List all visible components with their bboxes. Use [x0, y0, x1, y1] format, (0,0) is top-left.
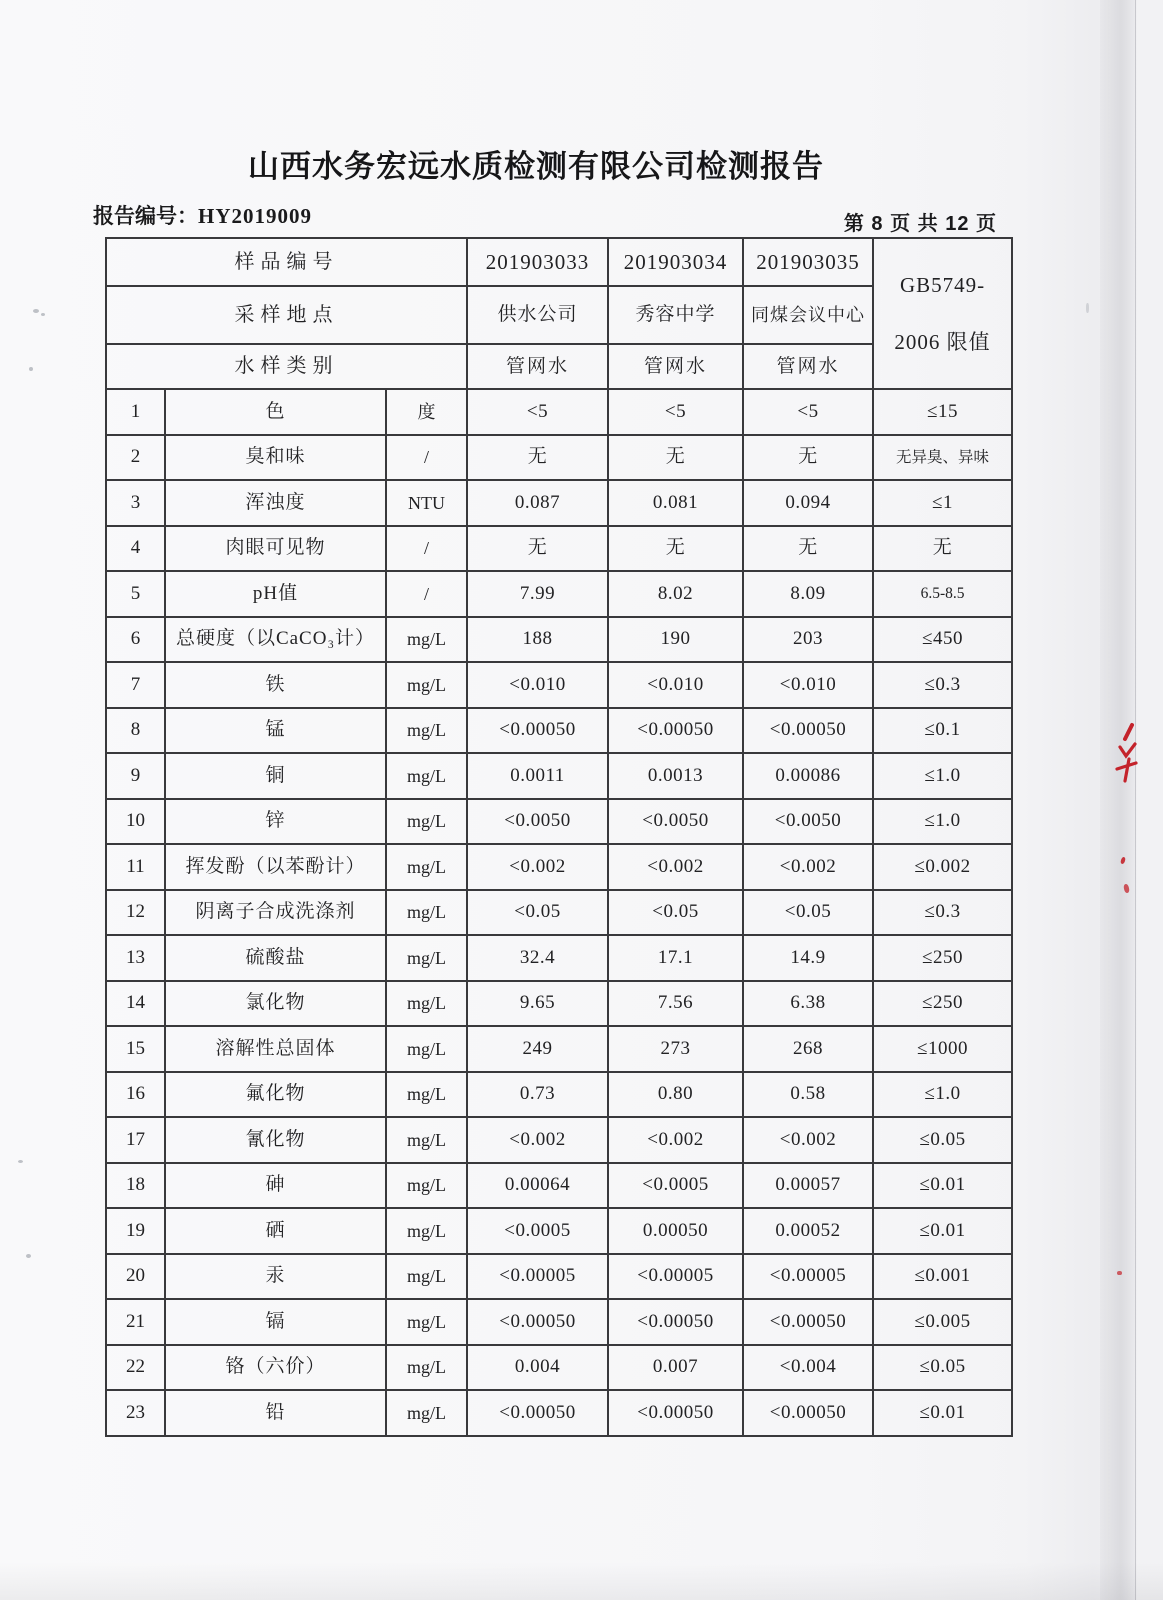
param-name: 砷: [165, 1163, 386, 1209]
limit-standard-line1: GB5749-: [899, 273, 986, 298]
scan-speck: [1086, 303, 1089, 313]
param-unit: mg/L: [386, 844, 467, 890]
param-unit: mg/L: [386, 662, 467, 708]
param-unit: 度: [386, 389, 467, 435]
sample3-value: <0.0050: [743, 799, 873, 845]
param-unit: mg/L: [386, 1072, 467, 1118]
sample3-value: 无: [743, 435, 873, 481]
sample2-value: 0.0013: [608, 753, 743, 799]
sample3-value: <0.010: [743, 662, 873, 708]
sample2-value: <0.002: [608, 844, 743, 890]
sample3-value: 8.09: [743, 571, 873, 617]
limit-value: ≤0.01: [873, 1163, 1012, 1209]
param-number: 13: [106, 935, 165, 981]
sample3-value: <0.00050: [743, 1299, 873, 1345]
sample2-value: <5: [608, 389, 743, 435]
sample1-value: 0.73: [467, 1072, 608, 1118]
sample3-value: <0.00050: [743, 1390, 873, 1436]
limit-standard-header: [873, 238, 1012, 389]
param-unit: mg/L: [386, 1026, 467, 1072]
limit-value: ≤0.05: [873, 1345, 1012, 1391]
sample1-value: <0.00005: [467, 1254, 608, 1300]
sample2-value: 0.80: [608, 1072, 743, 1118]
scan-speck: [26, 1254, 31, 1258]
limit-value: ≤0.01: [873, 1208, 1012, 1254]
sample1-value: <0.05: [467, 890, 608, 936]
param-name: 阴离子合成洗涤剂: [165, 890, 386, 936]
sample2-value: <0.00050: [608, 1390, 743, 1436]
param-unit: mg/L: [386, 935, 467, 981]
param-name: 氟化物: [165, 1072, 386, 1118]
param-name: 镉: [165, 1299, 386, 1345]
sample3-value: <0.05: [743, 890, 873, 936]
param-number: 21: [106, 1299, 165, 1345]
param-unit: mg/L: [386, 1117, 467, 1163]
sample1-value: <0.002: [467, 844, 608, 890]
limit-value: ≤250: [873, 981, 1012, 1027]
limit-standard-line2: 2006 限值: [894, 329, 991, 354]
sample1-value: <0.0005: [467, 1208, 608, 1254]
table-row: [106, 571, 1012, 617]
limit-value: ≤1: [873, 480, 1012, 526]
limit-value: ≤1.0: [873, 753, 1012, 799]
sample3-value: 0.00052: [743, 1208, 873, 1254]
header-row-sample-id: [106, 238, 1012, 286]
sample3-value: <0.00050: [743, 708, 873, 754]
sample3-value: <0.00005: [743, 1254, 873, 1300]
water-type-1: 管网水: [467, 344, 608, 389]
location-2: 秀容中学: [608, 286, 743, 344]
table-row: [106, 480, 1012, 526]
sample2-value: 无: [608, 435, 743, 481]
limit-value: ≤0.05: [873, 1117, 1012, 1163]
sample3-value: 0.58: [743, 1072, 873, 1118]
param-name: 总硬度（以CaCO₃计）: [165, 617, 386, 663]
sample2-value: 8.02: [608, 571, 743, 617]
limit-value: ≤1.0: [873, 799, 1012, 845]
table-row: [106, 617, 1012, 663]
sample1-value: <5: [467, 389, 608, 435]
param-unit: /: [386, 571, 467, 617]
param-number: 18: [106, 1163, 165, 1209]
param-number: 14: [106, 981, 165, 1027]
table-row: [106, 1299, 1012, 1345]
param-unit: mg/L: [386, 890, 467, 936]
table-row: [106, 526, 1012, 572]
paper-edge-shadow: [1100, 0, 1136, 1600]
sample-id-1: 201903033: [467, 238, 608, 286]
limit-value: ≤0.001: [873, 1254, 1012, 1300]
sample2-value: 0.007: [608, 1345, 743, 1391]
sample3-value: 268: [743, 1026, 873, 1072]
param-unit: mg/L: [386, 1208, 467, 1254]
sample1-value: 无: [467, 526, 608, 572]
param-name: 溶解性总固体: [165, 1026, 386, 1072]
param-name: 锰: [165, 708, 386, 754]
sample1-value: 9.65: [467, 981, 608, 1027]
param-number: 6: [106, 617, 165, 663]
water-type-3: 管网水: [743, 344, 873, 389]
location-label: 采样地点: [106, 286, 467, 344]
param-number: 15: [106, 1026, 165, 1072]
param-unit: /: [386, 526, 467, 572]
param-unit: mg/L: [386, 1390, 467, 1436]
param-unit: NTU: [386, 480, 467, 526]
sample1-value: <0.010: [467, 662, 608, 708]
sample-id-label: 样品编号: [106, 238, 467, 286]
param-unit: mg/L: [386, 981, 467, 1027]
param-name: 汞: [165, 1254, 386, 1300]
sample3-value: <0.004: [743, 1345, 873, 1391]
scan-speck: [18, 1160, 23, 1163]
report-number-value: HY2019009: [198, 204, 312, 228]
param-name: 氰化物: [165, 1117, 386, 1163]
sample1-value: 无: [467, 435, 608, 481]
sample1-value: 249: [467, 1026, 608, 1072]
param-unit: mg/L: [386, 1254, 467, 1300]
param-name: 硫酸盐: [165, 935, 386, 981]
table-row: [106, 981, 1012, 1027]
param-unit: mg/L: [386, 1163, 467, 1209]
param-name: pH值: [165, 571, 386, 617]
param-unit: mg/L: [386, 1345, 467, 1391]
param-name: 铁: [165, 662, 386, 708]
param-name: 色: [165, 389, 386, 435]
scan-speck: [33, 309, 39, 313]
table-row: [106, 1117, 1012, 1163]
water-type-label: 水样类别: [106, 344, 467, 389]
table-row: [106, 1345, 1012, 1391]
param-number: 12: [106, 890, 165, 936]
table-row: [106, 799, 1012, 845]
param-number: 4: [106, 526, 165, 572]
scan-speck: [29, 367, 33, 371]
sample1-value: <0.0050: [467, 799, 608, 845]
sample1-value: 0.0011: [467, 753, 608, 799]
limit-value: 6.5-8.5: [873, 571, 1012, 617]
sample3-value: 6.38: [743, 981, 873, 1027]
sample2-value: <0.00050: [608, 708, 743, 754]
table-row: [106, 844, 1012, 890]
sample1-value: <0.002: [467, 1117, 608, 1163]
limit-value: ≤250: [873, 935, 1012, 981]
limit-value: ≤15: [873, 389, 1012, 435]
table-row: [106, 708, 1012, 754]
sample2-value: <0.002: [608, 1117, 743, 1163]
sample1-value: 0.00064: [467, 1163, 608, 1209]
table-row: [106, 1072, 1012, 1118]
param-name: 铅: [165, 1390, 386, 1436]
param-unit: mg/L: [386, 1299, 467, 1345]
limit-value: ≤0.3: [873, 890, 1012, 936]
table-row: [106, 389, 1012, 435]
param-name: 铜: [165, 753, 386, 799]
sample1-value: <0.00050: [467, 708, 608, 754]
sample2-value: 190: [608, 617, 743, 663]
param-unit: /: [386, 435, 467, 481]
table-row: [106, 1026, 1012, 1072]
param-unit: mg/L: [386, 617, 467, 663]
limit-value: ≤0.1: [873, 708, 1012, 754]
sample1-value: 188: [467, 617, 608, 663]
report-number: [93, 200, 312, 230]
sample3-value: 0.00086: [743, 753, 873, 799]
limit-value: 无异臭、异味: [873, 435, 1012, 481]
param-number: 8: [106, 708, 165, 754]
results-table: [105, 237, 1013, 1437]
sample2-value: 0.00050: [608, 1208, 743, 1254]
sample1-value: 7.99: [467, 571, 608, 617]
limit-value: ≤0.005: [873, 1299, 1012, 1345]
param-number: 22: [106, 1345, 165, 1391]
table-row: [106, 1390, 1012, 1436]
page-title: 山西水务宏远水质检测有限公司检测报告: [248, 149, 824, 184]
sample2-value: <0.00050: [608, 1299, 743, 1345]
param-number: 3: [106, 480, 165, 526]
param-name: 氯化物: [165, 981, 386, 1027]
location-1: 供水公司: [467, 286, 608, 344]
table-row: [106, 1163, 1012, 1209]
param-number: 19: [106, 1208, 165, 1254]
limit-value: ≤0.01: [873, 1390, 1012, 1436]
param-number: 5: [106, 571, 165, 617]
sample2-value: <0.00005: [608, 1254, 743, 1300]
sample1-value: 0.087: [467, 480, 608, 526]
param-number: 2: [106, 435, 165, 481]
scan-background-strip: [1137, 0, 1163, 1600]
param-number: 17: [106, 1117, 165, 1163]
sample2-value: <0.010: [608, 662, 743, 708]
param-number: 11: [106, 844, 165, 890]
param-number: 1: [106, 389, 165, 435]
page-indicator: 第 8 页 共 12 页: [843, 213, 997, 235]
sample3-value: 0.094: [743, 480, 873, 526]
scan-speck: [41, 313, 45, 316]
param-name: 硒: [165, 1208, 386, 1254]
water-type-2: 管网水: [608, 344, 743, 389]
sample2-value: 7.56: [608, 981, 743, 1027]
table-row: [106, 435, 1012, 481]
limit-value: ≤0.3: [873, 662, 1012, 708]
param-name: 臭和味: [165, 435, 386, 481]
table-row: [106, 753, 1012, 799]
red-pen-mark: [1112, 722, 1138, 786]
sample1-value: 0.004: [467, 1345, 608, 1391]
results-table-header: [106, 238, 1012, 389]
sample2-value: <0.0005: [608, 1163, 743, 1209]
table-row: [106, 1254, 1012, 1300]
table-row: [106, 1208, 1012, 1254]
param-name: 挥发酚（以苯酚计）: [165, 844, 386, 890]
param-number: 7: [106, 662, 165, 708]
sample2-value: 0.081: [608, 480, 743, 526]
param-name: 锌: [165, 799, 386, 845]
sample-id-2: 201903034: [608, 238, 743, 286]
table-row: [106, 935, 1012, 981]
sample2-value: 273: [608, 1026, 743, 1072]
report-number-label: 报告编号：: [93, 205, 198, 228]
sample3-value: 203: [743, 617, 873, 663]
table-row: [106, 890, 1012, 936]
param-name: 浑浊度: [165, 480, 386, 526]
limit-value: 无: [873, 526, 1012, 572]
location-3: 同煤会议中心: [743, 286, 873, 344]
sample3-value: 14.9: [743, 935, 873, 981]
param-number: 9: [106, 753, 165, 799]
limit-value: ≤1.0: [873, 1072, 1012, 1118]
red-ink-speck: [1117, 1271, 1122, 1275]
sample-id-3: 201903035: [743, 238, 873, 286]
param-number: 23: [106, 1390, 165, 1436]
sample3-value: <0.002: [743, 1117, 873, 1163]
limit-value: ≤450: [873, 617, 1012, 663]
limit-value: ≤0.002: [873, 844, 1012, 890]
param-number: 10: [106, 799, 165, 845]
param-number: 20: [106, 1254, 165, 1300]
param-unit: mg/L: [386, 708, 467, 754]
sample2-value: <0.05: [608, 890, 743, 936]
limit-value: ≤1000: [873, 1026, 1012, 1072]
sample1-value: 32.4: [467, 935, 608, 981]
sample2-value: <0.0050: [608, 799, 743, 845]
sample3-value: <5: [743, 389, 873, 435]
param-number: 16: [106, 1072, 165, 1118]
sample3-value: 0.00057: [743, 1163, 873, 1209]
param-name: 肉眼可见物: [165, 526, 386, 572]
sample1-value: <0.00050: [467, 1390, 608, 1436]
sample3-value: <0.002: [743, 844, 873, 890]
table-row: [106, 662, 1012, 708]
sample1-value: <0.00050: [467, 1299, 608, 1345]
sample2-value: 17.1: [608, 935, 743, 981]
param-unit: mg/L: [386, 753, 467, 799]
sample2-value: 无: [608, 526, 743, 572]
param-name: 铬（六价）: [165, 1345, 386, 1391]
sample3-value: 无: [743, 526, 873, 572]
param-unit: mg/L: [386, 799, 467, 845]
results-table-body: [106, 389, 1012, 1436]
